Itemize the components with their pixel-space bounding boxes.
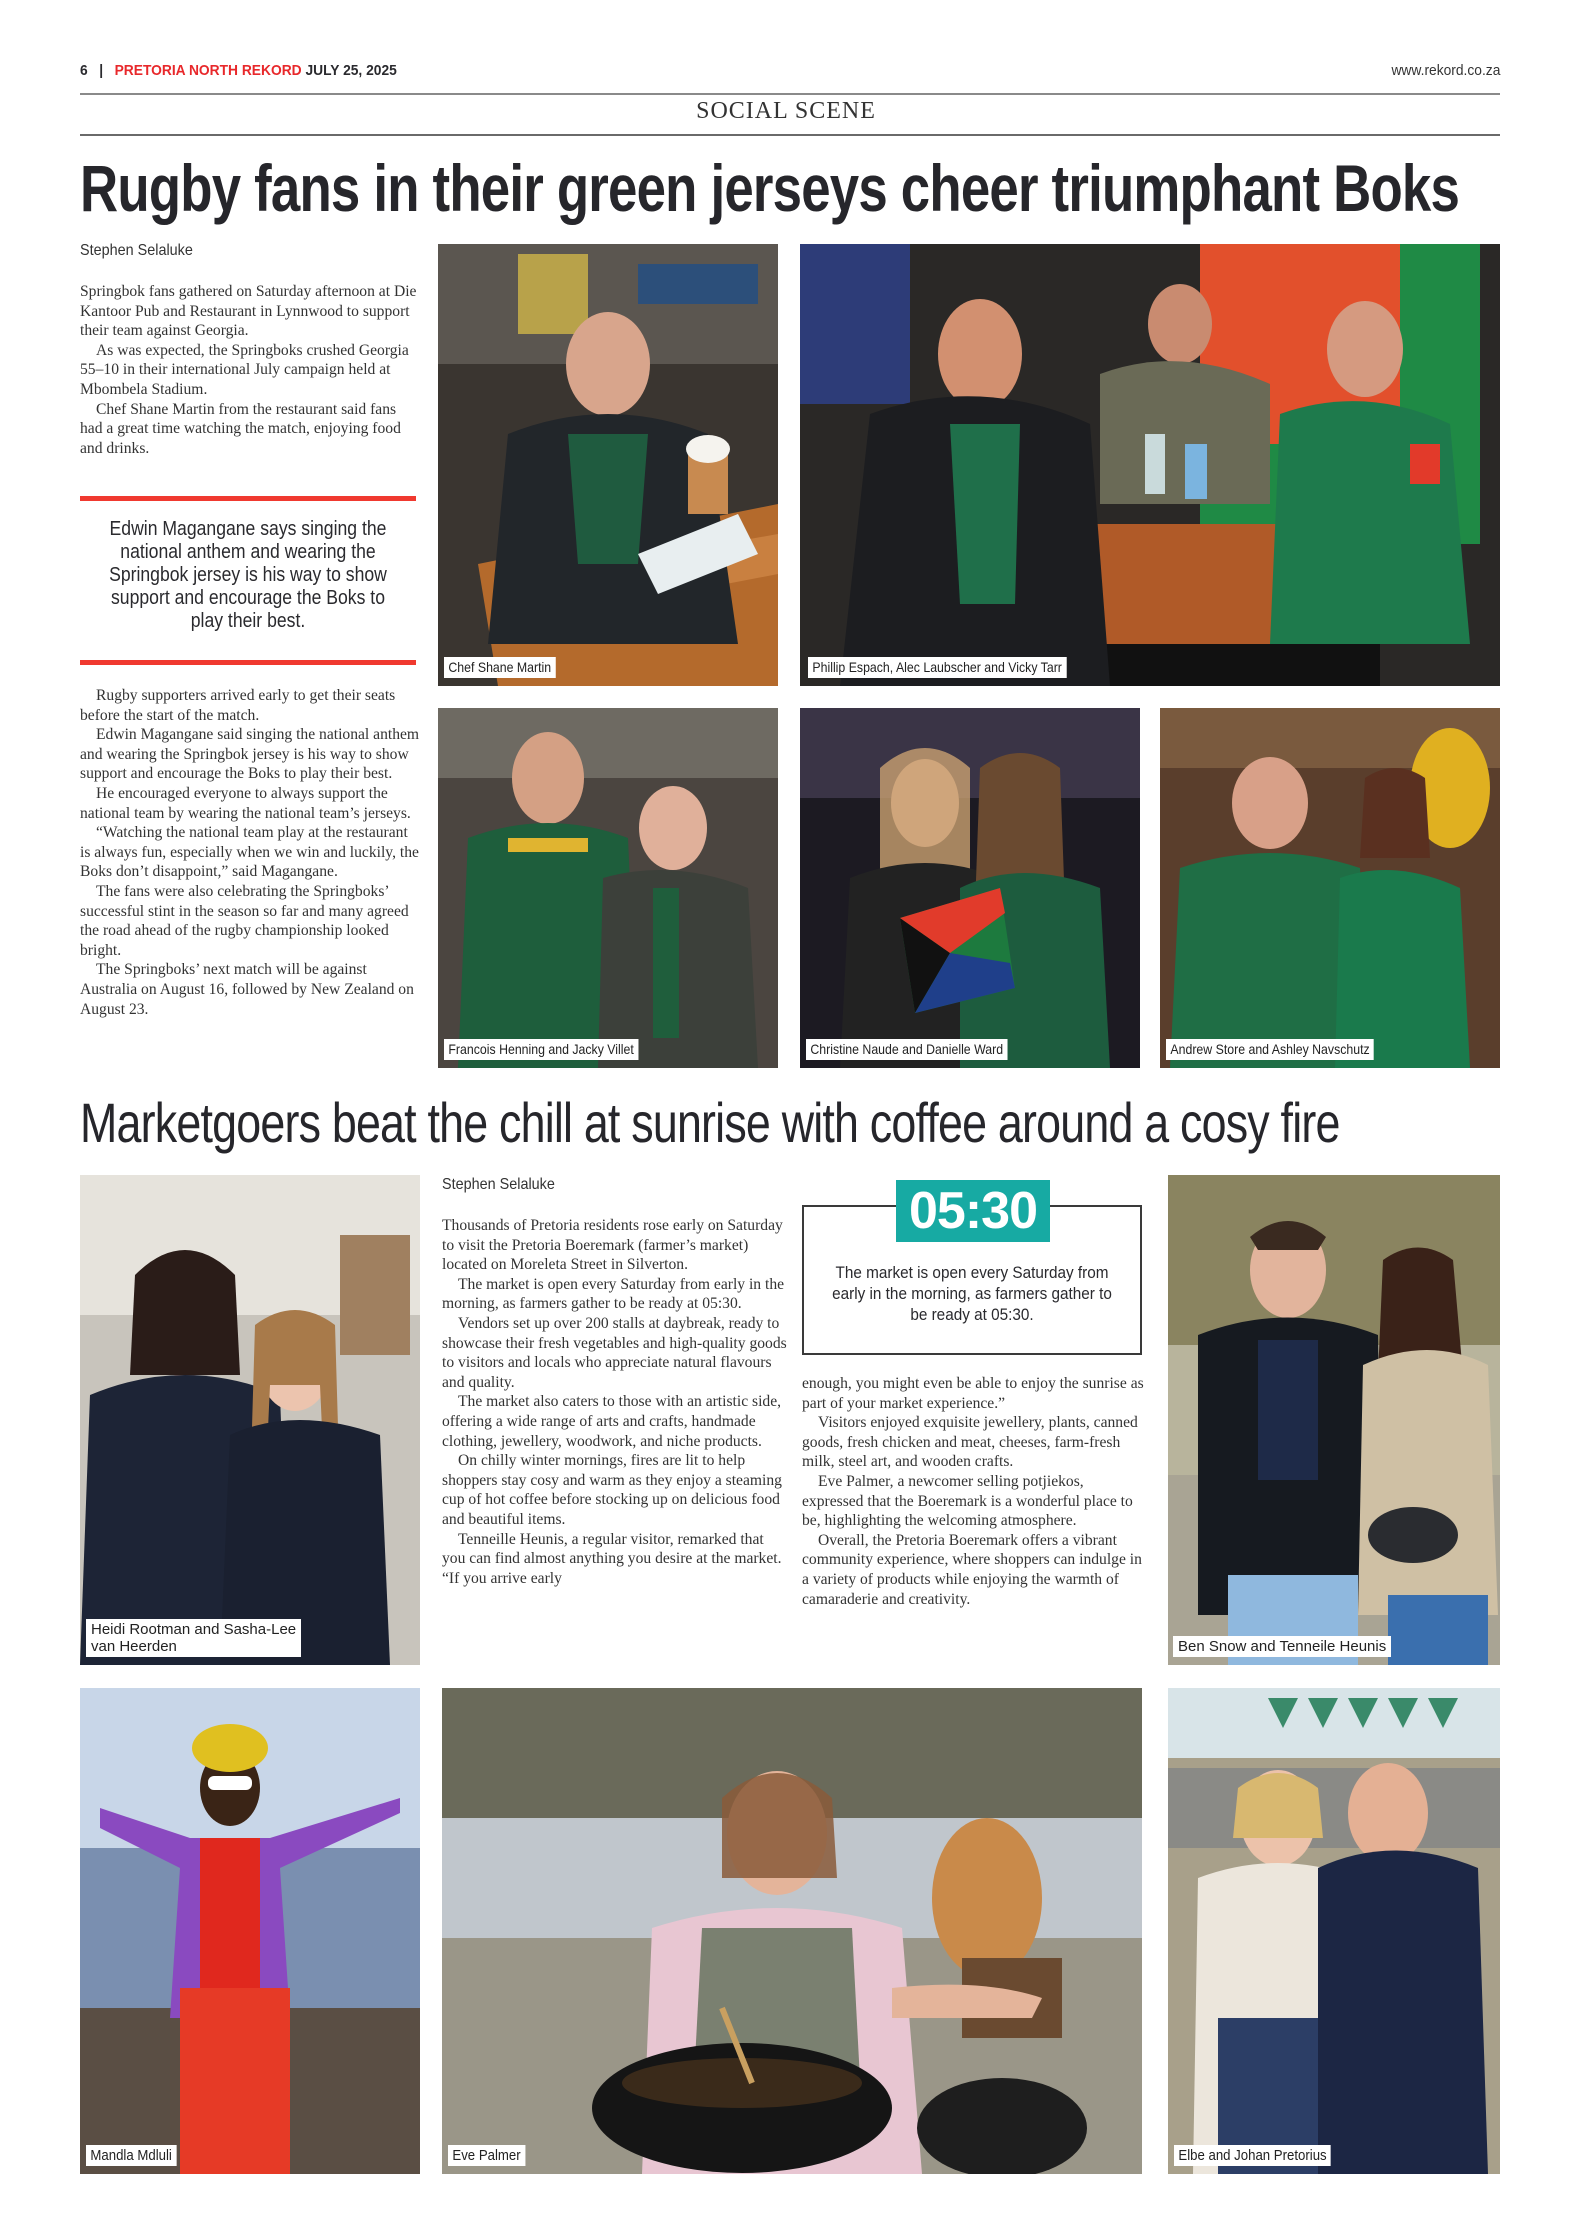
paragraph: The fans were also celebrating the Springboks’ successful stint in the season so far and many agreed the road ahead of the rugby championship looked bright. [80,882,409,959]
photo-image [1160,708,1500,1068]
paragraph: Chef Shane Martin from the restaurant said fans had a great time watching the match, enjoying food and drinks. [80,400,401,457]
photo-caption: Mandla Mdluli [86,2145,176,2166]
page-number: 6 [80,62,88,79]
paragraph: Tenneille Heunis, a regular visitor, remarked that you can find almost anything you desire at the market. “If you arrive early [442,1530,782,1587]
paragraph: “Watching the national team play at the restaurant is always fun, especially when we win and luckily, the Boks don’t disappoint,” said Magangane. [80,824,419,881]
photo-caption: Elbe and Johan Pretorius [1174,2145,1331,2166]
photo-caption: Heidi Rootman and Sasha-Lee van Heerden [86,1619,301,1657]
photo-caption: Phillip Espach, Alec Laubscher and Vicky Tarr [808,657,1066,678]
paragraph: As was expected, the Springboks crushed Georgia 55–10 in their international July campaign held at Mbombela Stadium. [80,341,409,398]
photo-caption: Ben Snow and Tenneile Heunis [1173,1636,1391,1657]
photo-caption: Christine Naude and Danielle Ward [806,1039,1007,1060]
publication-name: PRETORIA NORTH REKORD [114,62,302,79]
photo-store-navschutz [1160,708,1500,1068]
paragraph: The market is open every Saturday from early in the morning, as farmers gather to be ready at 05:30. [442,1275,785,1313]
factbox-highlight-time: 05:30 [896,1180,1050,1242]
photo-image [1168,1175,1500,1665]
photo-image [438,244,778,686]
story1-body-bottom [80,686,420,1019]
photo-naude-ward [800,708,1140,1068]
photo-snow-heunis [1168,1175,1500,1665]
story2-column-1 [442,1216,787,1588]
photo-caption: Francois Henning and Jacky Villet [444,1039,638,1060]
paragraph: Overall, the Pretoria Boeremark offers a vibrant community experience, where shoppers can indulge in a variety of products while enjoying the warmth of camaraderie and creativity. [802,1531,1142,1608]
photo-image [438,708,778,1068]
story1-body-top [80,282,420,458]
paragraph: Eve Palmer, a newcomer selling potjiekos, expressed that the Boeremark is a wonderful place to be, highlighting the welcoming atmosphere. [802,1472,1133,1530]
photo-image [80,1688,420,2174]
paragraph: Vendors set up over 200 stalls at daybreak, ready to showcase their fresh vegetables and high-quality goods to visitors and locals who appreciate natural flavours and quality. [442,1314,787,1391]
photo-elbe-johan-pretorius [1168,1688,1500,2174]
pull-quote: Edwin Magangane says singing the national anthem and wearing the Springbok jersey is his way to show support and encourage the Boks to play their best. [109,518,387,632]
photo-image [800,244,1500,686]
photo-eve-palmer [442,1688,1142,2174]
photo-image [442,1688,1142,2174]
photo-caption: Chef Shane Martin [444,657,556,678]
story2-byline: Stephen Selaluke [442,1176,555,1193]
section-rule [80,134,1500,136]
photo-mandla-mdluli [80,1688,420,2174]
photo-henning-villet [438,708,778,1068]
story2-column-2 [802,1374,1147,1609]
story2-headline: Marketgoers beat the chill at sunrise with coffee around a cosy fire [80,1091,1340,1154]
photo-espach-laubscher-tarr [800,244,1500,686]
photo-chef-shane-martin [438,244,778,686]
story1-byline: Stephen Selaluke [80,242,193,259]
factbox-text: The market is open every Saturday from early in the morning, as farmers gather to be ready at 05:30. [832,1263,1112,1324]
header-rule [80,93,1500,95]
photo-image [1168,1688,1500,2174]
paragraph: Visitors enjoyed exquisite jewellery, plants, canned goods, fresh chicken and meat, cheeses, farm-fresh milk, steel art, and wooden crafts. [802,1414,1138,1471]
paragraph: Thousands of Pretoria residents rose early on Saturday to visit the Pretoria Boeremark (farmer’s market) located on Moreleta Street in Silverton. [442,1217,783,1274]
page-folio [80,62,397,79]
paragraph: enough, you might even be able to enjoy the sunrise as part of your market experience.” [802,1375,1144,1412]
paragraph: The market also caters to those with an artistic side, offering a wide range of arts and crafts, handmade clothing, jewellery, woodwork, and niche products. [442,1393,782,1450]
website-link[interactable]: www.rekord.co.za [1391,62,1500,79]
paragraph: Rugby supporters arrived early to get their seats before the start of the match. [80,687,396,724]
photo-image [800,708,1140,1068]
paragraph: On chilly winter mornings, fires are lit to help shoppers stay cosy and warm as they enjoy a steaming cup of hot coffee before stocking up on delicious food and beautiful items. [442,1452,782,1528]
section-label: SOCIAL SCENE [696,98,876,124]
pull-quote-rule-bottom [80,660,416,665]
folio-separator: | [99,62,104,79]
issue-date: JULY 25, 2025 [305,62,397,79]
photo-caption: Andrew Store and Ashley Navschutz [1166,1039,1374,1060]
photo-image [80,1175,420,1665]
photo-caption: Eve Palmer [448,2145,525,2166]
paragraph: The Springboks’ next match will be against Australia on August 16, followed by New Zealand on August 23. [80,961,414,1018]
story1-headline: Rugby fans in their green jerseys cheer triumphant Boks [80,151,1460,225]
paragraph: Springbok fans gathered on Saturday afternoon at Die Kantoor Pub and Restaurant in Lynnwood to support their team against Georgia. [80,283,417,340]
photo-rootman-van-heerden [80,1175,420,1665]
paragraph: Edwin Magangane said singing the national anthem and wearing the Springbok jersey is his way to show support and encourage the Boks to play their best. [80,726,420,783]
paragraph: He encouraged everyone to always support the national team by wearing the national team’s jerseys. [80,784,411,822]
pull-quote-rule-top [80,496,416,501]
